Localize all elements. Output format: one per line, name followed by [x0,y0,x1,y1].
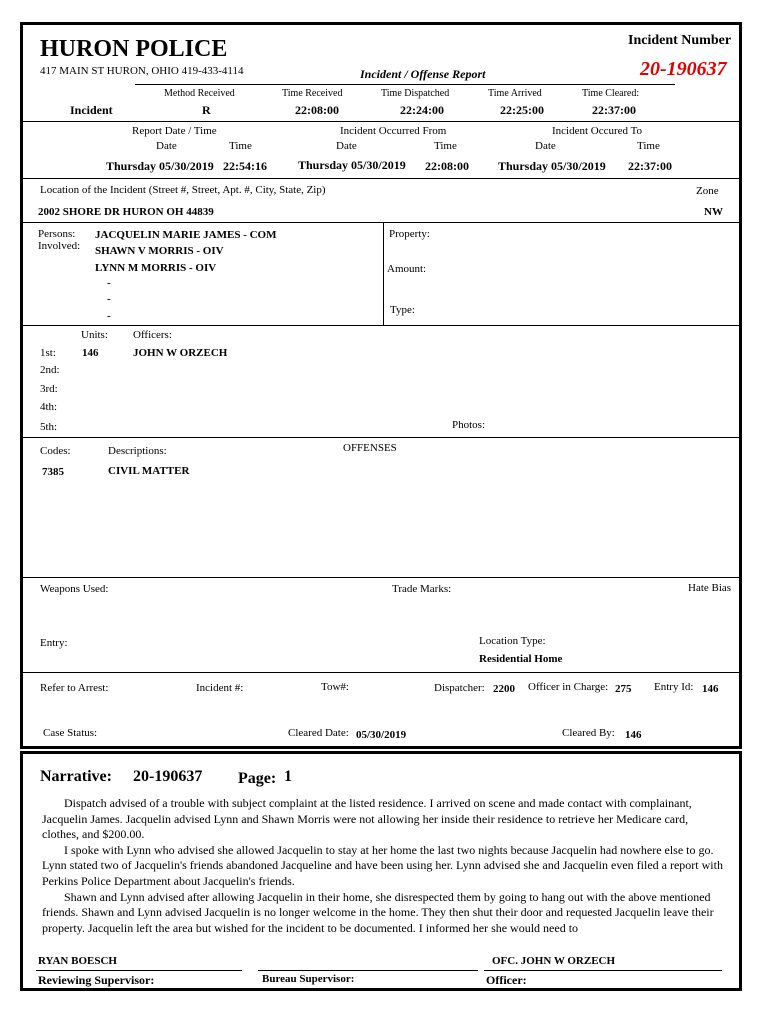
date-label: Date [336,140,357,152]
occurred-from-label: Incident Occurred From [340,125,447,137]
reviewer-name: RYAN BOESCH [38,955,117,967]
time-cleared-label: Time Cleared: [582,88,640,99]
divider [22,437,740,438]
officer-in-charge-value: 275 [615,683,632,695]
method-label: Method Received [164,88,235,99]
unit-row-label: 3rd: [40,383,58,395]
location-type-label: Location Type: [479,635,546,647]
narrative-paragraph: I spoke with Lynn who advised she allowed Jacquelin to stay at her home the last two nights because Jacquelin had nowhere else to go. Lynn stated two of Jacquelin's friends abandoned Jacqueline and have been using her. Lynn advised she and Jacquelin even filed a report with Perkins Police Department about Jacquelin's friends. [42,842,723,888]
signature-line [484,970,722,971]
type-label: Type: [390,304,415,316]
location-type-value: Residential Home [479,653,563,665]
narrative-paragraph: Shawn and Lynn advised after allowing Jacquelin in their home, she disrespected them by going to hang out with the above mentioned friends. Shawn and Lynn advised Jacquelin is no longer welcome in the home. They then shut their door and requested Jacquelin leave their property. Jacquelin left the area but wished for the incident to be documented. I informed her she would need to [42,889,714,935]
incident-number: 20-190637 [640,58,727,80]
report-date: Thursday 05/30/2019 [106,159,214,173]
time-dispatched-value: 22:24:00 [400,103,444,117]
cleared-by-value: 146 [625,729,642,741]
zone-label: Zone [696,185,719,197]
time-arrived-label: Time Arrived [488,88,542,99]
offenses-title: OFFENSES [343,442,397,454]
codes-label: Codes: [40,445,71,457]
time-cleared-value: 22:37:00 [592,103,636,117]
time-received-value: 22:08:00 [295,103,339,117]
narrative-number: 20-190637 [133,768,203,785]
person-item: - [107,310,111,322]
unit-row-label: 2nd: [40,364,60,376]
person-item: - [107,293,111,305]
incident-no-label: Incident #: [196,682,244,694]
divider [22,577,740,578]
property-label: Property: [389,228,430,240]
officer-name-signature: OFC. JOHN W ORZECH [492,955,616,967]
date-label: Date [535,140,556,152]
person-item: JACQUELIN MARIE JAMES - COM [95,229,277,241]
tow-label: Tow#: [321,681,349,693]
amount-label: Amount: [387,263,427,275]
incident-label: Incident [70,103,113,117]
occurred-to-label: Incident Occured To [552,125,643,137]
incident-number-label: Incident Number [628,33,732,48]
location-label: Location of the Incident (Street #, Street, Apt. #, City, State, Zip) [40,184,326,196]
unit-number: 146 [82,347,99,359]
unit-row-label: 1st: [40,347,56,359]
time-arrived-value: 22:25:00 [500,103,544,117]
narrative-paragraph: Dispatch advised of a trouble with subject complaint at the listed residence. I arrived on scene and made contact with complainant, Jacquelin James. Jacquelin advised Lynn and Shawn Morris were not allowing her inside their residence to retrieve her Medicare card, clothes, and $200.00. [42,796,692,842]
divider [383,222,384,325]
agency-address: 417 MAIN ST HURON, OHIO 419-433-4114 [40,65,244,77]
time-label: Time [637,140,660,152]
hate-bias-label: Hate Bias [688,582,732,594]
signature-line [36,970,242,971]
zone-value: NW [704,206,723,218]
units-label: Units: [81,329,108,341]
divider [22,178,740,179]
descriptions-label: Descriptions: [108,445,167,457]
dispatcher-label: Dispatcher: [434,682,485,694]
unit-row-label: 5th: [40,421,58,433]
officers-label: Officers: [133,329,172,341]
cleared-date-value: 05/30/2019 [356,729,407,741]
location-value: 2002 SHORE DR HURON OH 44839 [38,206,214,218]
divider [22,672,740,673]
refer-to-arrest-label: Refer to Arrest: [40,682,109,694]
entry-id-label: Entry Id: [654,681,694,693]
weapons-label: Weapons Used: [40,583,109,595]
narrative-body [42,796,728,936]
time-dispatched-label: Time Dispatched [381,88,450,99]
officer-name: JOHN W ORZECH [133,347,228,359]
entry-id-value: 146 [702,683,719,695]
cleared-by-label: Cleared By: [562,727,615,739]
offense-code: 7385 [42,466,64,478]
bureau-supervisor-label: Bureau Supervisor: [262,973,355,985]
offense-description: CIVIL MATTER [108,465,190,477]
agency-name: HURON POLICE [40,36,228,62]
reviewer-label: Reviewing Supervisor: [38,973,155,987]
signature-line [258,970,478,971]
method-value: R [202,103,211,117]
person-item: - [107,277,111,289]
divider [135,84,675,85]
occurred-from-time: 22:08:00 [425,159,469,173]
officer-label: Officer: [486,973,527,987]
person-item: LYNN M MORRIS - OIV [95,262,217,274]
occurred-from-date: Thursday 05/30/2019 [298,158,406,172]
divider [22,222,740,223]
narrative-label: Narrative: [40,768,112,785]
occurred-to-time: 22:37:00 [628,159,672,173]
date-label: Date [156,140,177,152]
case-status-label: Case Status: [43,727,98,739]
dispatcher-value: 2200 [493,683,515,695]
report-datetime-label: Report Date / Time [132,125,217,137]
divider [22,121,740,122]
person-item: SHAWN V MORRIS - OIV [95,245,224,257]
time-label: Time [229,140,252,152]
time-received-label: Time Received [282,88,343,99]
time-label: Time [434,140,457,152]
entry-label: Entry: [40,637,68,649]
trade-marks-label: Trade Marks: [392,583,452,595]
page-number: 1 [284,768,292,785]
report-title: Incident / Offense Report [360,67,486,81]
persons-label: Persons: [38,228,76,240]
occurred-to-date: Thursday 05/30/2019 [498,159,606,173]
report-time: 22:54:16 [223,159,267,173]
divider [22,325,740,326]
officer-in-charge-label: Officer in Charge: [528,681,609,693]
photos-label: Photos: [452,419,486,431]
unit-row-label: 4th: [40,401,58,413]
page-label: Page: [238,770,277,787]
cleared-date-label: Cleared Date: [288,727,349,739]
involved-label: Involved: [38,240,81,252]
